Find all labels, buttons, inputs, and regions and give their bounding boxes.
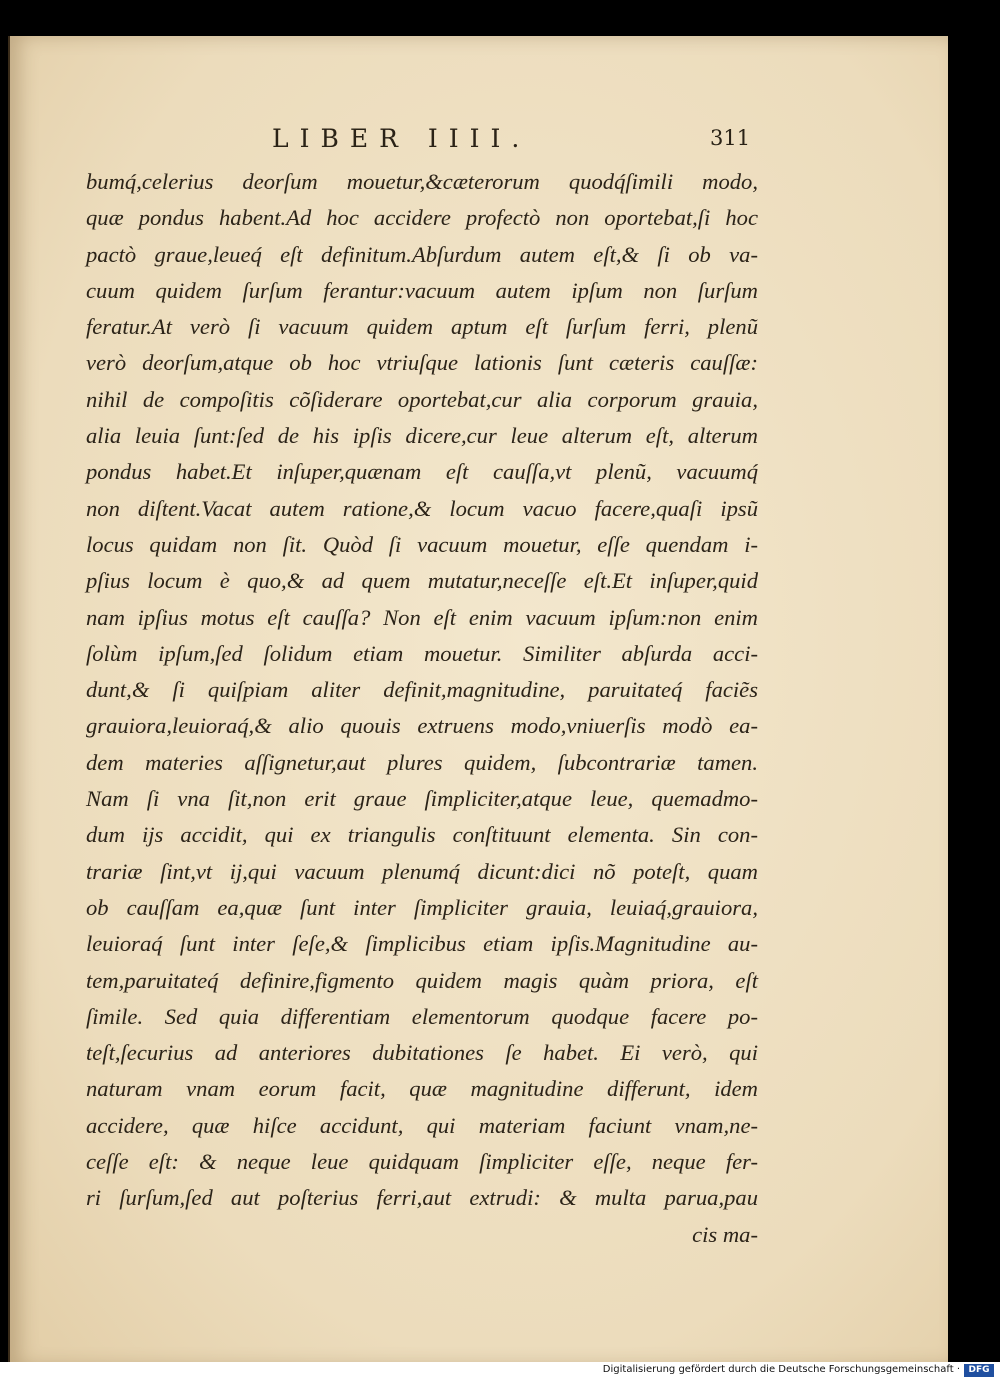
page-number: 311 [710,126,751,150]
text-line: pactò graue,leueq́ eſt definitum.Abſurdum autem eſt,& ſi ob va- [86,241,758,267]
text-line: cuum quidem ſurſum ferantur:vacuum autem ipſum non ſurſum [86,277,758,303]
text-line: naturam vnam eorum facit, quæ magnitudine differunt, idem [86,1076,758,1102]
text-line: Nam ſi vna ſit,non erit graue ſimpliciter,atque leue, quemadmo- [86,786,758,812]
text-line: trariæ ſint,vt ij,qui vacuum plenumq́ dicunt:dici nõ poteſt, quam [86,858,758,884]
text-line: teſt,ſecurius ad anteriores dubitationes ſe habet. Ei verò, qui [86,1040,758,1066]
text-line: nihil de compoſitis cõſiderare oportebat,cur alia corporum grauia, [86,386,758,412]
text-line: accidere, quæ hiſce accidunt, qui materiam faciunt vnam,ne- [86,1112,758,1138]
text-line: alia leuia ſunt:ſed de his ipſis dicere,cur leue alterum eſt, alterum [86,423,758,449]
text-line: ob cauſſam ea,quæ ſunt inter ſimpliciter grauia, leuiaq́,grauiora, [86,894,758,920]
text-line: grauiora,leuioraq́,& alio quouis extruens modo,vniuerſis modò ea- [86,713,758,739]
body-text [86,164,758,1253]
dfg-logo: DFG [964,1364,994,1377]
text-line: bumq́,celerius deorſum mouetur,&cæterorum quodq́ſimili modo, [86,169,758,194]
running-head: LIBER IIII. [272,124,531,153]
text-line: cis ma- [692,1221,758,1247]
text-line: feratur.At verò ſi vacuum quidem aptum eſt ſurſum ferri, plenũ [86,314,758,340]
text-line: pſius locum è quo,& ad quem mutatur,neceſſe eſt.Et inſuper,quid [86,568,758,594]
text-line: dum ijs accidit, qui ex triangulis conſtituunt elementa. Sin con- [86,822,758,848]
funding-footer [0,1362,1000,1380]
page-header [10,124,948,158]
text-line: quæ pondus habent.Ad hoc accidere profectò non oportebat,ſi hoc [86,205,758,231]
text-line: verò deorſum,atque ob hoc vtriuſque lationis ſunt cæteris cauſſæ: [86,350,758,376]
text-line: ſolùm ipſum,ſed ſolidum etiam mouetur. Similiter abſurda acci- [86,640,758,666]
text-line: ceſſe eſt: & neque leue quidquam ſimpliciter eſſe, neque fer- [86,1149,758,1175]
text-line: locus quidam non ſit. Quòd ſi vacuum mouetur, eſſe quendam i- [86,531,758,557]
text-line: non diſtent.Vacat autem ratione,& locum vacuo facere,quaſi ipsũ [86,495,758,521]
text-line: pondus habet.Et inſuper,quænam eſt cauſſa,vt plenũ, vacuumq́ [86,459,758,485]
text-line: nam ipſius motus eſt cauſſa? Non eſt enim vacuum ipſum:non enim [86,604,758,630]
text-line: ri ſurſum,ſed aut poſterius ferri,aut extrudi: & multa parua,pau [86,1185,758,1211]
text-line: ſimile. Sed quia differentiam elementorum quodque facere po- [86,1003,758,1029]
text-line: dunt,& ſi quiſpiam aliter definit,magnitudine, paruitateq́ faciẽs [86,677,758,703]
book-page [8,36,948,1366]
text-line: tem,paruitateq́ definire,figmento quidem magis quàm priora, eſt [86,967,758,993]
text-line: dem materies aſſignetur,aut plures quidem, ſubcontrariæ tamen. [86,749,758,775]
funding-credit: Digitalisierung gefördert durch die Deutsche Forschungsgemeinschaft · [602,1364,960,1375]
text-line: leuioraq́ ſunt inter ſeſe,& ſimplicibus etiam ipſis.Magnitudine au- [86,931,758,957]
